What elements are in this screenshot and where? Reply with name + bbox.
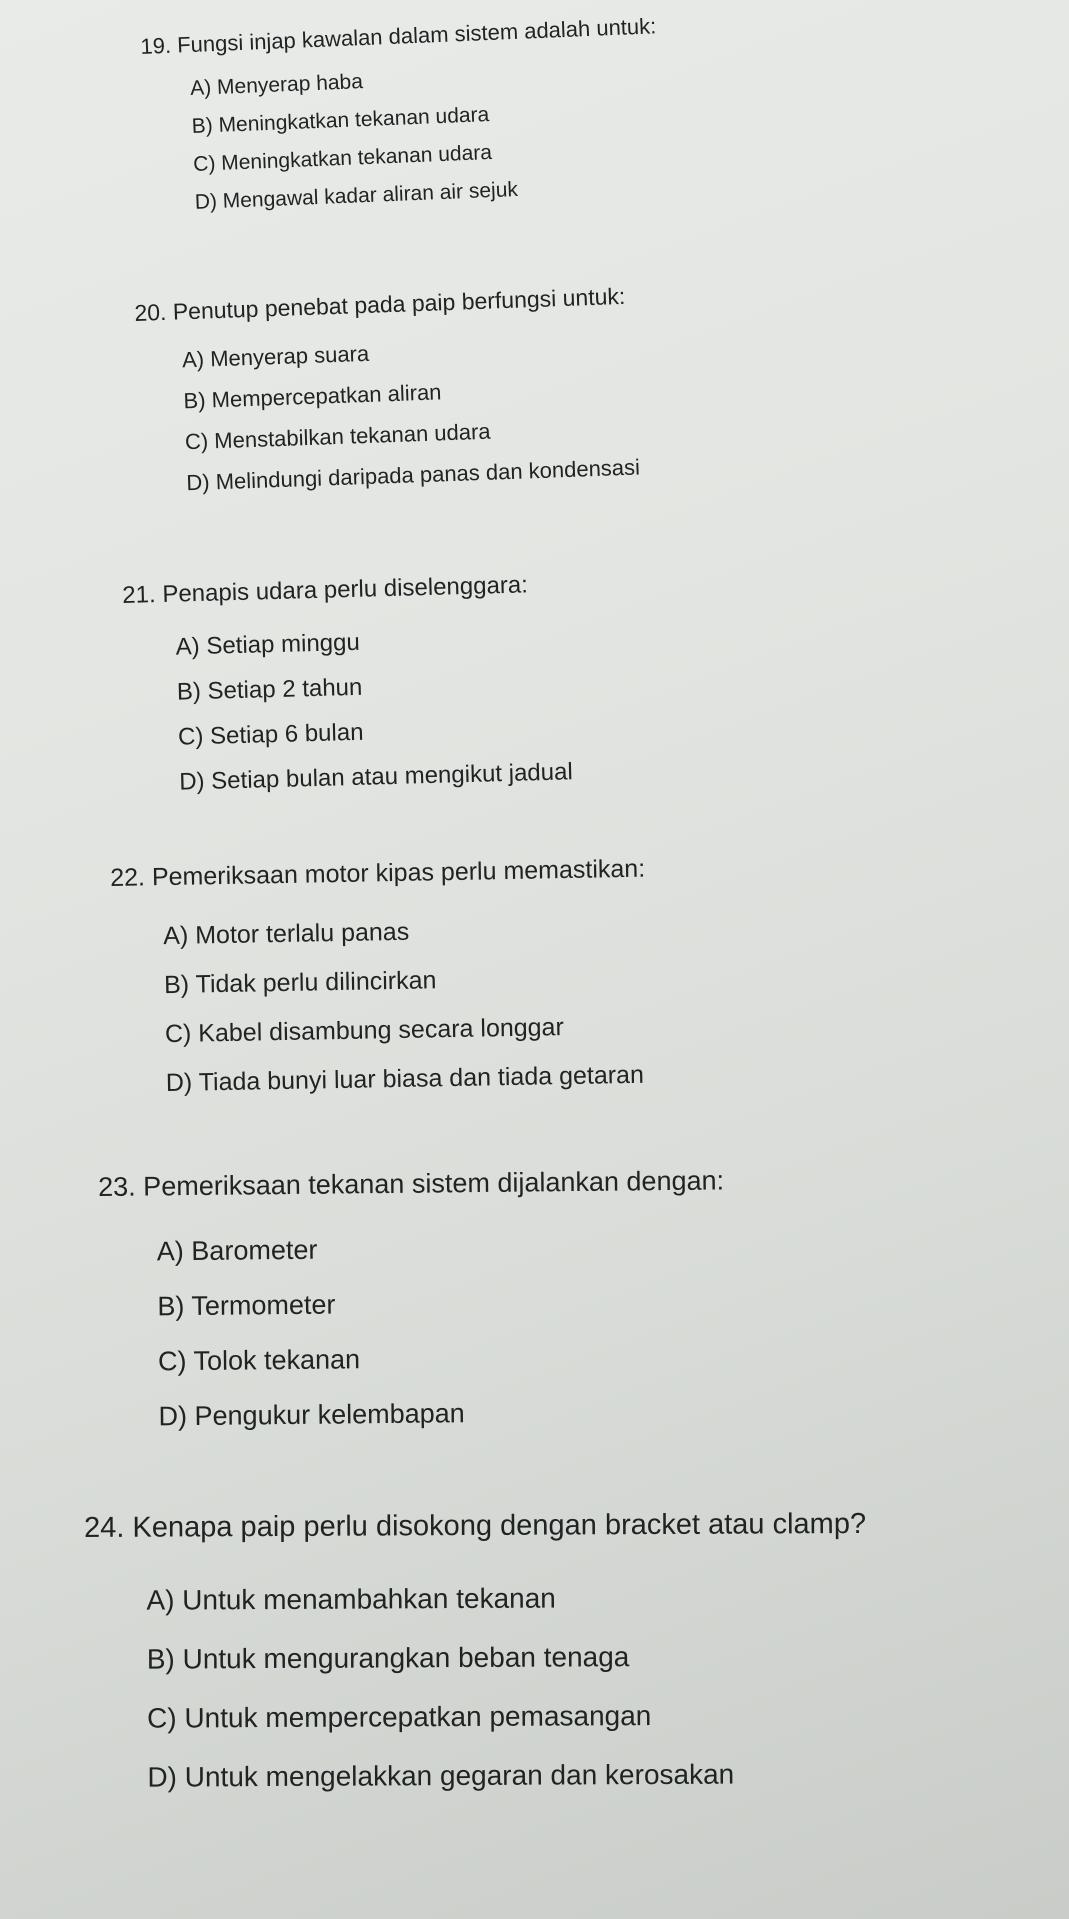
option-list <box>163 904 649 1108</box>
option-c: C) Setiap 6 bulan <box>177 718 364 751</box>
option-b: B) Untuk mengurangkan beban tenaga <box>146 1641 630 1675</box>
option-list <box>146 1567 867 1807</box>
option-d: D) Mengawal kadar aliran air sejuk <box>194 177 519 214</box>
question-number: 22. <box>110 863 146 892</box>
question-prompt: Kenapa paip perlu disokong dengan bracket atau clamp? <box>132 1507 867 1544</box>
question-number: 21. <box>122 581 157 609</box>
question-text <box>122 570 568 610</box>
option-list <box>181 324 640 504</box>
question-text <box>140 13 657 60</box>
question-prompt: Penutup penebat pada paip berfungsi untuk: <box>172 282 626 325</box>
option-c: C) Untuk mempercepatkan pemasangan <box>146 1700 652 1734</box>
option-b: B) Meningkatkan tekanan udara <box>191 103 490 138</box>
option-list <box>157 1218 727 1444</box>
question-23 <box>98 1165 727 1445</box>
question-prompt: Penapis udara perlu diselenggara: <box>162 571 529 608</box>
option-c: C) Meningkatkan tekanan udara <box>192 140 493 176</box>
option-d: D) Untuk mengelakkan gegaran dan kerosakan <box>147 1758 735 1793</box>
option-c: C) Menstabilkan tekanan udara <box>184 418 491 455</box>
option-a: A) Menyerap suara <box>181 340 370 373</box>
option-b: B) Mempercepatkan aliran <box>183 379 442 414</box>
option-a: A) Barometer <box>156 1234 318 1267</box>
question-24 <box>84 1508 868 1807</box>
question-prompt: Pemeriksaan motor kipas perlu memastikan: <box>151 854 646 892</box>
option-d: D) Pengukur kelembapan <box>158 1398 465 1432</box>
option-a: A) Untuk menambahkan tekanan <box>146 1582 556 1616</box>
option-d: D) Tiada bunyi luar biasa dan tiada getaran <box>165 1060 645 1098</box>
question-21 <box>122 570 573 806</box>
question-19 <box>140 13 663 224</box>
question-text <box>134 283 634 327</box>
question-text <box>110 855 645 893</box>
option-b: B) Termometer <box>157 1289 336 1322</box>
question-text <box>98 1165 724 1203</box>
option-list <box>175 614 573 804</box>
option-c: C) Tolok tekanan <box>157 1344 361 1377</box>
question-22 <box>110 855 649 1109</box>
option-d: D) Melindungi daripada panas dan kondensasi <box>185 454 641 496</box>
option-b: B) Setiap 2 tahun <box>176 673 363 706</box>
question-text <box>84 1508 866 1545</box>
question-number: 24. <box>84 1511 125 1544</box>
option-c: C) Kabel disambung secara longgar <box>164 1013 565 1049</box>
question-prompt: Fungsi injap kawalan dalam sistem adalah untuk: <box>176 13 657 58</box>
option-list <box>189 51 663 222</box>
question-20 <box>134 283 641 505</box>
question-number: 20. <box>134 298 167 326</box>
option-a: A) Menyerap haba <box>189 70 364 101</box>
option-b: B) Tidak perlu dilincirkan <box>163 966 437 1000</box>
question-number: 23. <box>98 1171 136 1202</box>
option-a: A) Motor terlalu panas <box>163 917 410 951</box>
option-d: D) Setiap bulan atau mengikut jadual <box>178 758 574 796</box>
option-a: A) Setiap minggu <box>175 628 361 661</box>
question-prompt: Pemeriksaan tekanan sistem dijalankan dengan: <box>143 1165 725 1202</box>
question-number: 19. <box>140 32 172 59</box>
